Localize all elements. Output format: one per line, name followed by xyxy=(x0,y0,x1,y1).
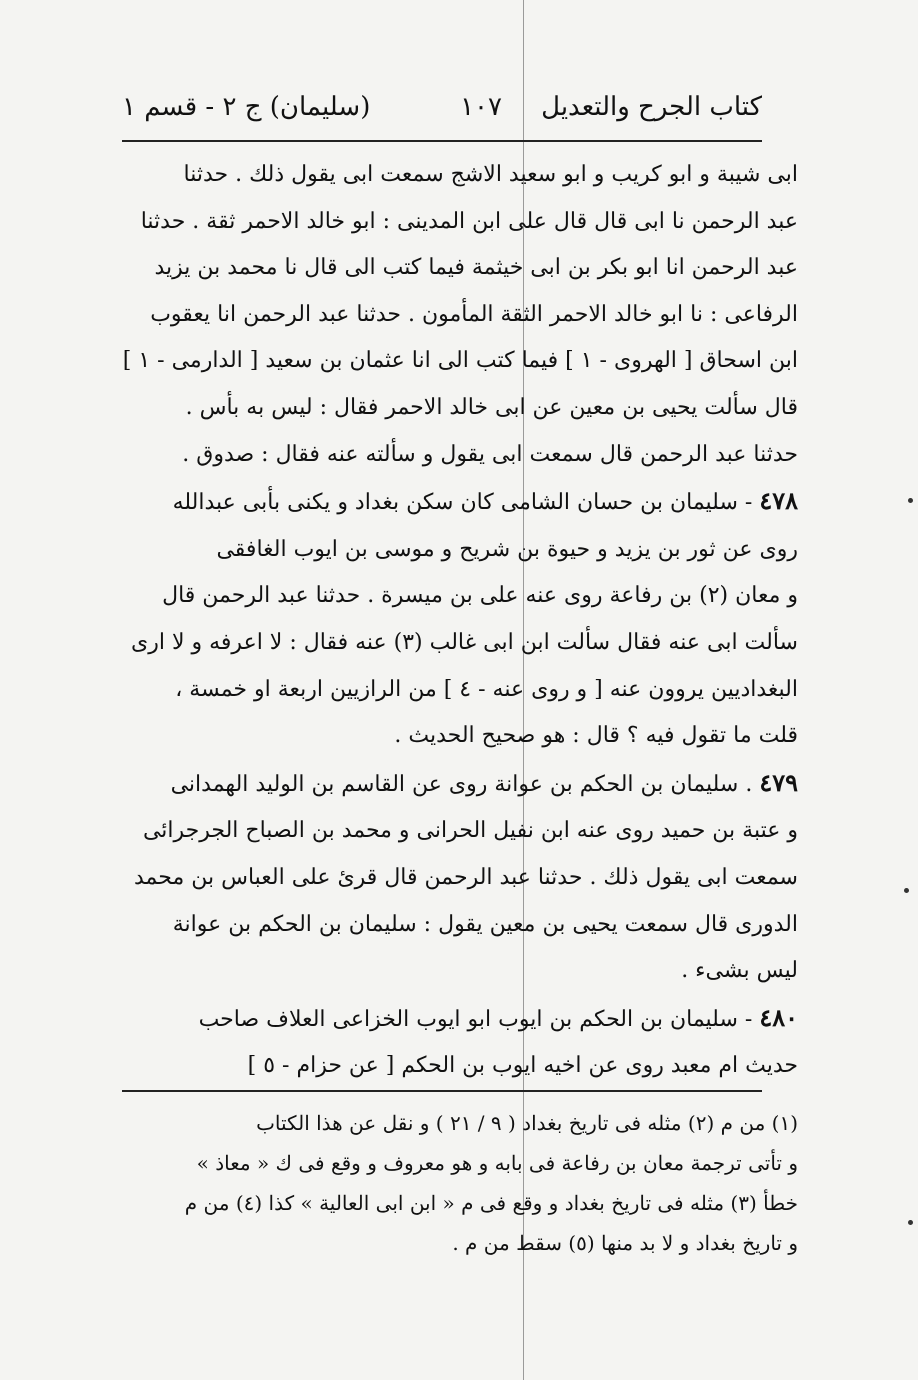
scan-speck xyxy=(908,1220,913,1225)
text-line: قال سألت يحيى بن معين عن ابى خالد الاحمر فقال : ليس به بأس . xyxy=(185,394,798,420)
text-line: سألت ابى عنه فقال سألت ابن ابى غالب (٣) عنه فقال : لا اعرفه و لا ارى xyxy=(131,629,798,655)
entry-text: - سليمان بن حسان الشامى كان سكن بغداد و يكنى بأبى عبدالله xyxy=(172,490,753,516)
entry-text: - سليمان بن الحكم بن ايوب ابو ايوب الخزاعى العلاف صاحب xyxy=(198,1006,753,1032)
volume-label: (سليمان) ج ٢ - قسم ١ xyxy=(122,92,371,122)
scan-speck xyxy=(908,498,913,503)
footnote-line: و تأتى ترجمة معان بن رفاعة فى بابه و هو معروف و وقع فى ك « معاذ » xyxy=(196,1151,798,1175)
text-line: الرفاعى : نا ابو خالد الاحمر الثقة المأمون . حدثنا عبد الرحمن انا يعقوب xyxy=(150,301,798,327)
footnotes xyxy=(108,1103,798,1263)
footnote-line: خطأ (٣) مثله فى تاريخ بغداد و وقع فى م « ابن ابى العالية » كذا (٤) من م xyxy=(184,1191,798,1215)
book-title: كتاب الجرح والتعديل xyxy=(541,92,762,122)
main-text xyxy=(108,152,798,1090)
text-line: الدورى قال سمعت يحيى بن معين يقول : سليمان بن الحكم بن عوانة xyxy=(172,911,798,937)
text-line: ابى شيبة و ابو كريب و ابو سعيد الاشج سمعت ابى يقول ذلك . حدثنا xyxy=(183,162,798,187)
text-line: قلت ما تقول فيه ؟ قال : هو صحيح الحديث . xyxy=(394,723,798,749)
text-line: حدثنا عبد الرحمن قال سمعت ابى يقول و سألته عنه فقال : صدوق . xyxy=(182,441,798,467)
text-line: و عتبة بن حميد روى عنه ابن نفيل الحرانى و محمد بن الصباح الجرجرائى xyxy=(142,818,798,844)
text-line: سمعت ابى يقول ذلك . حدثنا عبد الرحمن قال قرئ على العباس بن محمد xyxy=(133,864,798,890)
text-line: عبد الرحمن انا ابو بكر بن ابى خيثمة فيما كتب الى قال نا محمد بن يزيد xyxy=(154,255,798,281)
text-line: البغداديين يروون عنه [ و روى عنه - ٤ ] من الرازيين اربعة او خمسة ، xyxy=(175,676,798,702)
text-line: روى عن ثور بن يزيد و حيوة بن شريح و موسى بن ايوب الغافقى xyxy=(216,536,798,562)
page-header xyxy=(122,86,762,132)
entry-480-line xyxy=(108,995,798,1044)
entry-479-line xyxy=(108,760,798,809)
header-rule xyxy=(122,140,762,142)
scan-speck xyxy=(904,888,909,893)
entry-number: ٤٧٩ xyxy=(759,767,798,797)
footnote-line: و تاريخ بغداد و لا بد منها (٥) سقط من م . xyxy=(452,1231,798,1255)
footnote-rule xyxy=(122,1090,762,1092)
page-number: ١٠٧ xyxy=(460,92,502,122)
entry-text: . سليمان بن الحكم بن عوانة روى عن القاسم بن الوليد الهمدانى xyxy=(170,771,753,797)
text-line: حديث ام معبد روى عن اخيه ايوب بن الحكم [ عن حزام - ٥ ] xyxy=(247,1053,798,1079)
entry-number: ٤٨٠ xyxy=(759,1002,798,1032)
footnote-line: (١) من م (٢) مثله فى تاريخ بغداد ( ٩ / ٢١ ) و نقل عن هذا الكتاب xyxy=(256,1111,798,1135)
entry-478-line xyxy=(108,478,798,527)
entry-number: ٤٧٨ xyxy=(759,486,798,516)
text-line: عبد الرحمن نا ابى قال قال على ابن المدينى : ابو خالد الاحمر ثقة . حدثنا xyxy=(140,208,798,234)
text-line: ليس بشىء . xyxy=(681,958,798,984)
text-line: و معان (٢) بن رفاعة روى عنه على بن ميسرة . حدثنا عبد الرحمن قال xyxy=(162,583,798,609)
text-line: ابن اسحاق [ الهروى - ١ ] فيما كتب الى انا عثمان بن سعيد [ الدارمى - ١ ] xyxy=(122,348,798,374)
